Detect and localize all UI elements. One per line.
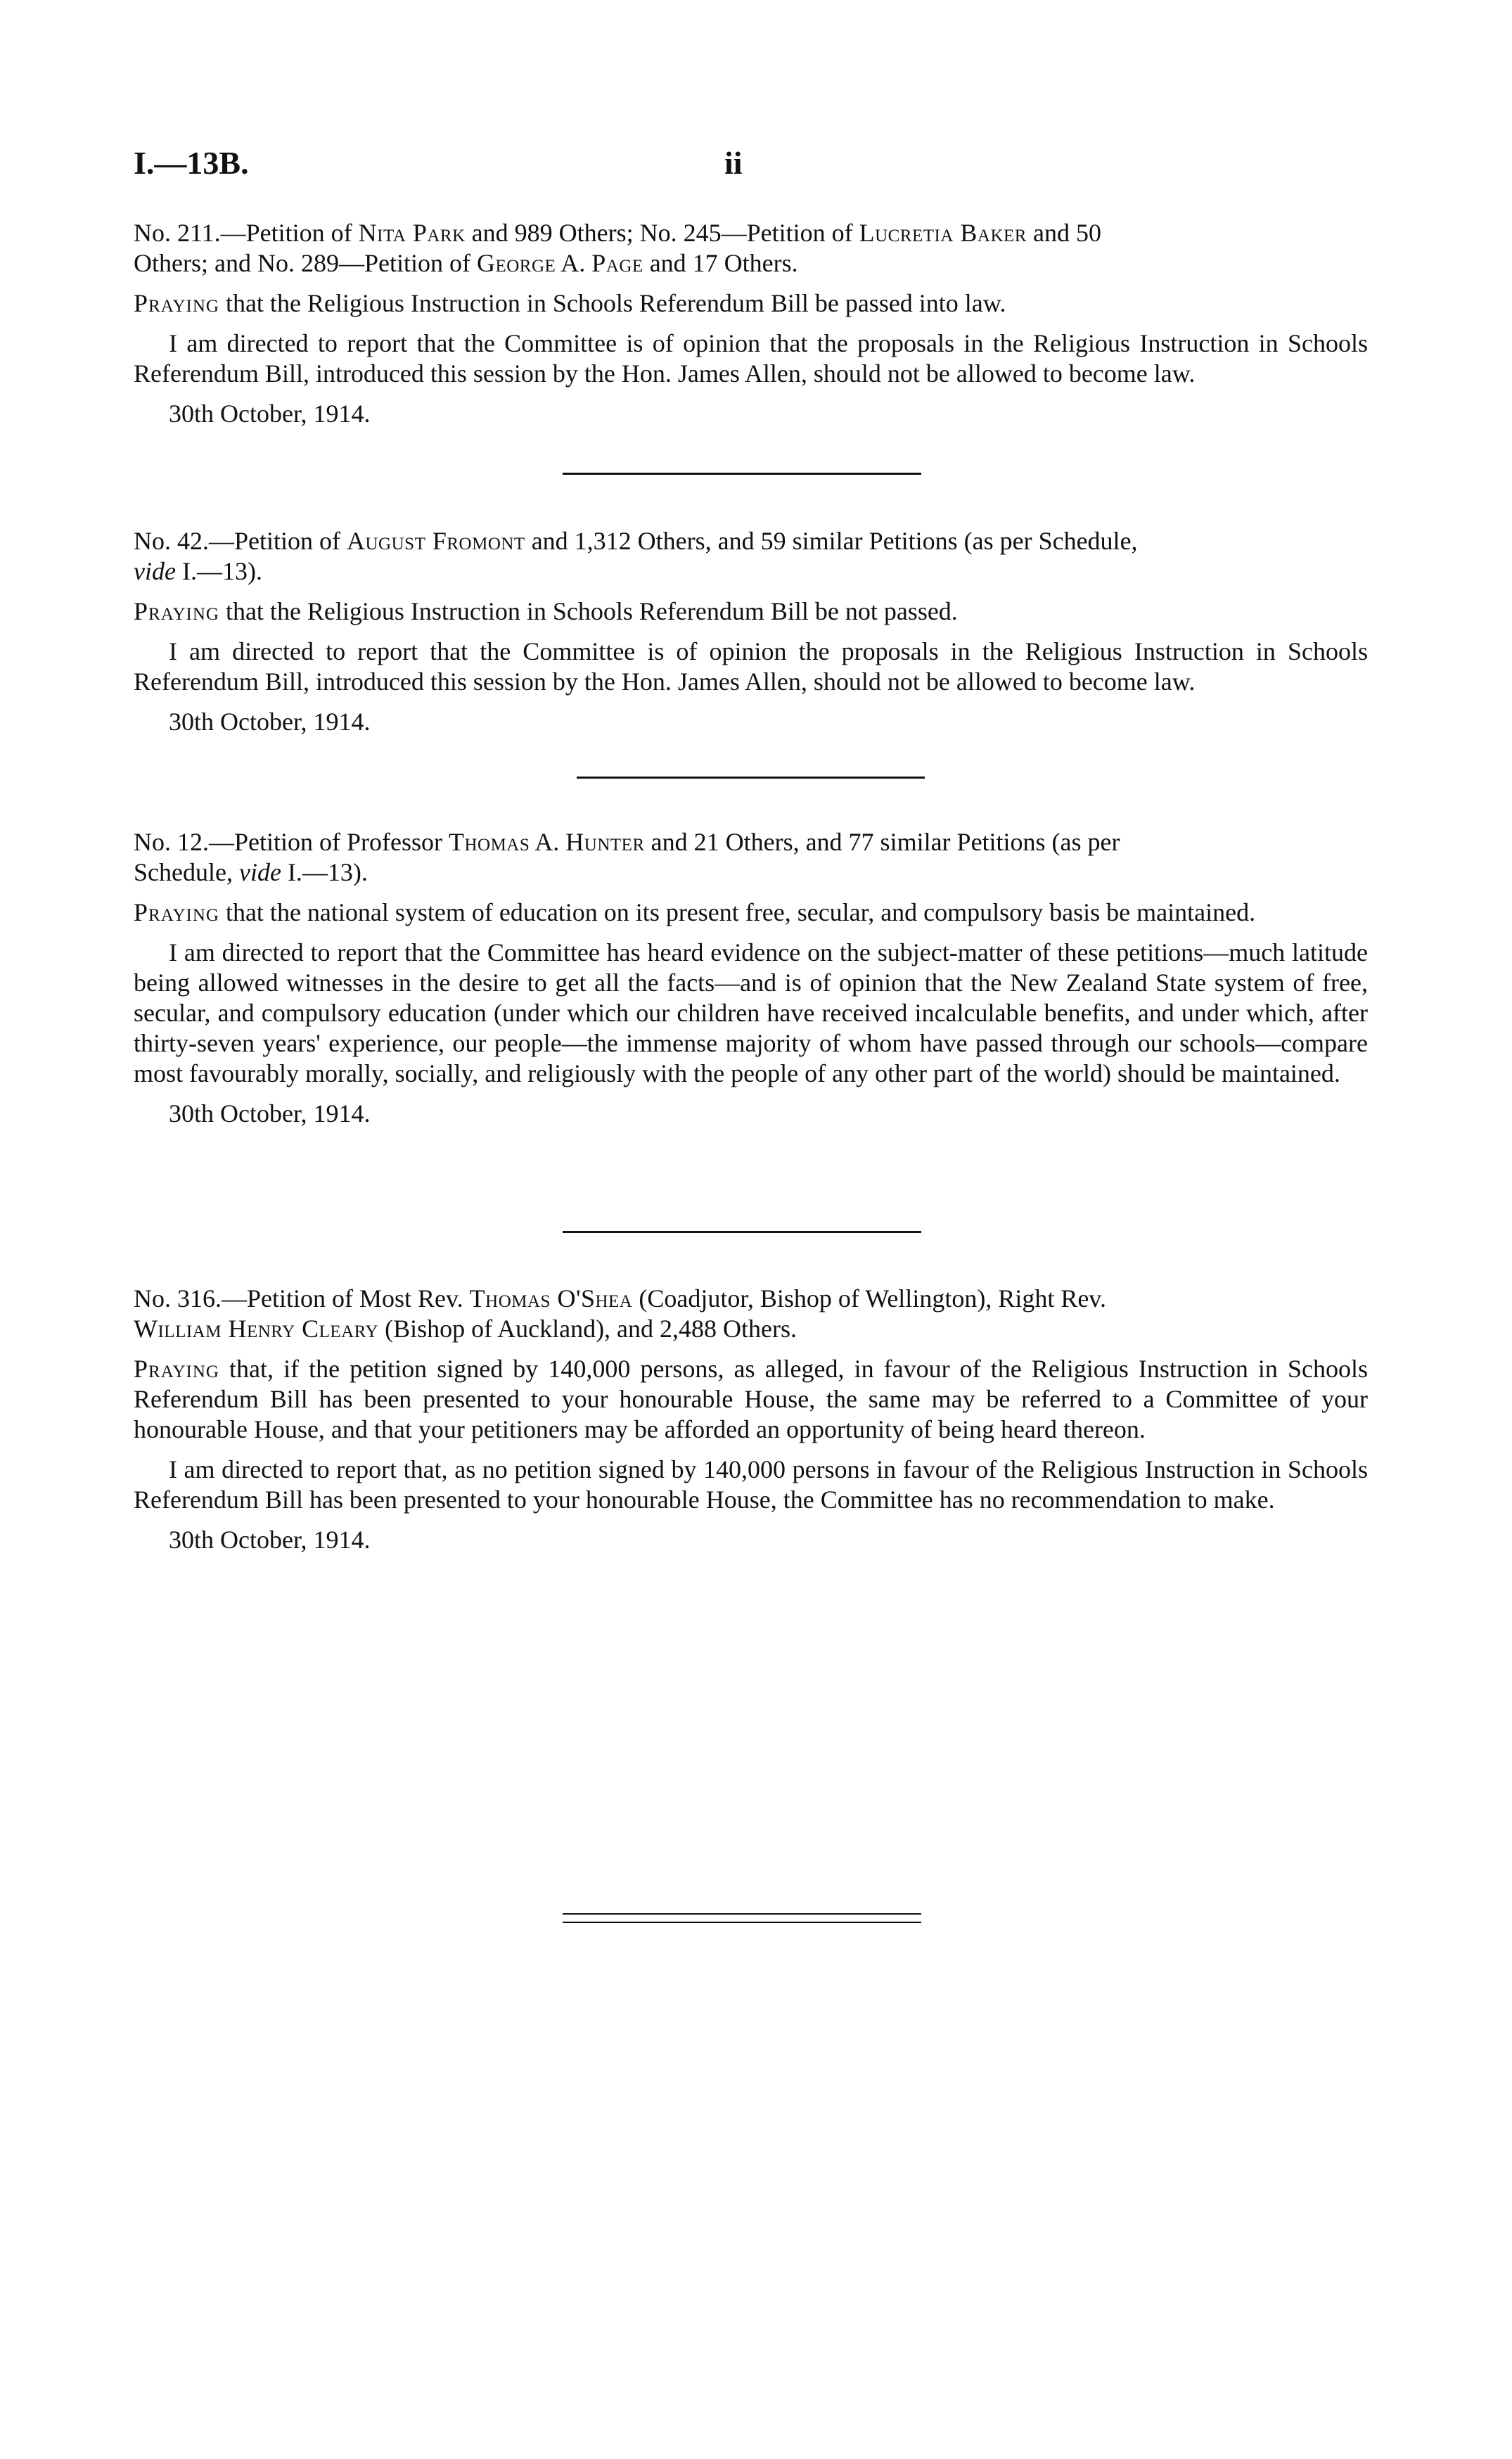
heading-text: Others; and No. 289—Petition of [134,249,477,277]
committee-report: I am directed to report that the Committee has heard evidence on the subject-matter of these petitions—much latitude being allowed witnesses in the desire to get all the facts—and is of opinion that the New Zealand State system of free, secular, and compulsory education (under which our children have received incalculable benefits, and under which, after thirty-seven years' experience, our people—the immense majority of whom have passed through our schools—compare most favourably morally, socially, and religiously with the people of any other part of the world) should be maintained. [134,938,1368,1087]
praying-text: that the Religious Instruction in Schools Referendum Bill be not passed. [219,597,958,625]
praying-clause [134,596,1368,627]
petition-entry [134,218,1368,429]
petition-heading [134,827,1368,857]
heading-text: A. [556,249,592,277]
heading-text: and 50 [1026,219,1101,247]
praying-label: Praying [134,289,219,317]
petitioner-name: August Fromont [347,527,525,555]
petitioner-name: George [476,249,556,277]
praying-label: Praying [134,898,219,926]
petition-entry [134,526,1368,737]
petition-heading [134,218,1368,248]
closing-rule-upper [563,1913,921,1915]
praying-text: that the Religious Instruction in Schools Referendum Bill be passed into law. [219,289,1006,317]
section-divider [577,777,925,779]
petitioner-name: Hunter [565,828,645,856]
committee-report: I am directed to report that, as no petition signed by 140,000 persons in favour of the Religious Instruction in Schools Referendum Bill has been presented to your honourable House, the Committee has no recommendation to make. [134,1455,1368,1514]
report-date: 30th October, 1914. [169,1526,371,1554]
section-divider [563,473,921,475]
petitioner-name: Thomas [448,828,530,856]
praying-label: Praying [134,1355,219,1383]
praying-label: Praying [134,597,219,625]
heading-text: (Coadjutor, Bishop of Wellington), Right Rev. [632,1284,1106,1312]
section-divider [563,1231,921,1233]
heading-text: and 1,312 Others, and 59 similar Petitions (as per Schedule, [525,527,1138,555]
petition-heading [134,526,1368,556]
petitioner-name: Page [591,249,643,277]
praying-clause [134,288,1368,319]
petition-entry [134,1284,1368,1555]
petition-heading-continuation [134,857,1368,888]
heading-text: and 21 Others, and 77 similar Petitions (as per [644,828,1120,856]
page-header [134,144,1385,186]
heading-text: A. [530,828,566,856]
page-number: ii [724,145,743,181]
heading-text: No. 316.—Petition of Most Rev. [134,1284,470,1312]
praying-clause [134,1354,1368,1445]
heading-text: and 17 Others. [643,249,798,277]
paper-reference: I.—13B. [134,145,249,181]
report-date: 30th October, 1914. [169,400,371,428]
heading-text: No. 42.—Petition of [134,527,347,555]
report-date: 30th October, 1914. [169,1099,371,1128]
praying-text: that, if the petition signed by 140,000 persons, as alleged, in favour of the Religious Instruction in Schools Referendum Bill has been presented to your honourable House, the same may be referred to a Committee of your honourable House, and that your petitioners may be afforded an opportunity of being heard thereon. [134,1355,1368,1443]
heading-text: No. 211.—Petition of [134,219,359,247]
praying-text: that the national system of education on its present free, secular, and compulsory basis be maintained. [219,898,1256,926]
heading-text: I.—13). [175,557,262,585]
petitioner-name: Lucretia Baker [859,219,1027,247]
heading-text: and 989 Others; No. 245—Petition of [465,219,859,247]
petitioner-name: Thomas O'Shea [469,1284,633,1312]
petitioner-name: Nita Park [358,219,466,247]
petition-heading-continuation [134,556,1368,587]
report-date: 30th October, 1914. [169,708,371,736]
heading-text: I.—13). [281,858,368,886]
heading-text: Schedule, [134,858,239,886]
praying-clause [134,898,1368,928]
petitioner-name: William Henry Cleary [134,1315,379,1343]
heading-text: (Bishop of Auckland), and 2,488 Others. [378,1315,797,1343]
heading-text: vide [134,557,176,585]
closing-rule-lower [563,1922,921,1923]
heading-text: vide [238,858,281,886]
committee-report: I am directed to report that the Committee is of opinion the proposals in the Religious Instruction in Schools Referendum Bill, introduced this session by the Hon. James Allen, should not be allowed to become law. [134,637,1368,696]
heading-text: No. 12.—Petition of Professor [134,828,449,856]
committee-report: I am directed to report that the Committee is of opinion that the proposals in the Religious Instruction in Schools Referendum Bill, introduced this session by the Hon. James Allen, should not be allowed to become law. [134,329,1368,388]
petition-heading [134,1284,1368,1314]
petition-heading-continuation [134,248,1368,279]
petition-heading-continuation [134,1314,1368,1344]
petition-entry [134,827,1368,1129]
